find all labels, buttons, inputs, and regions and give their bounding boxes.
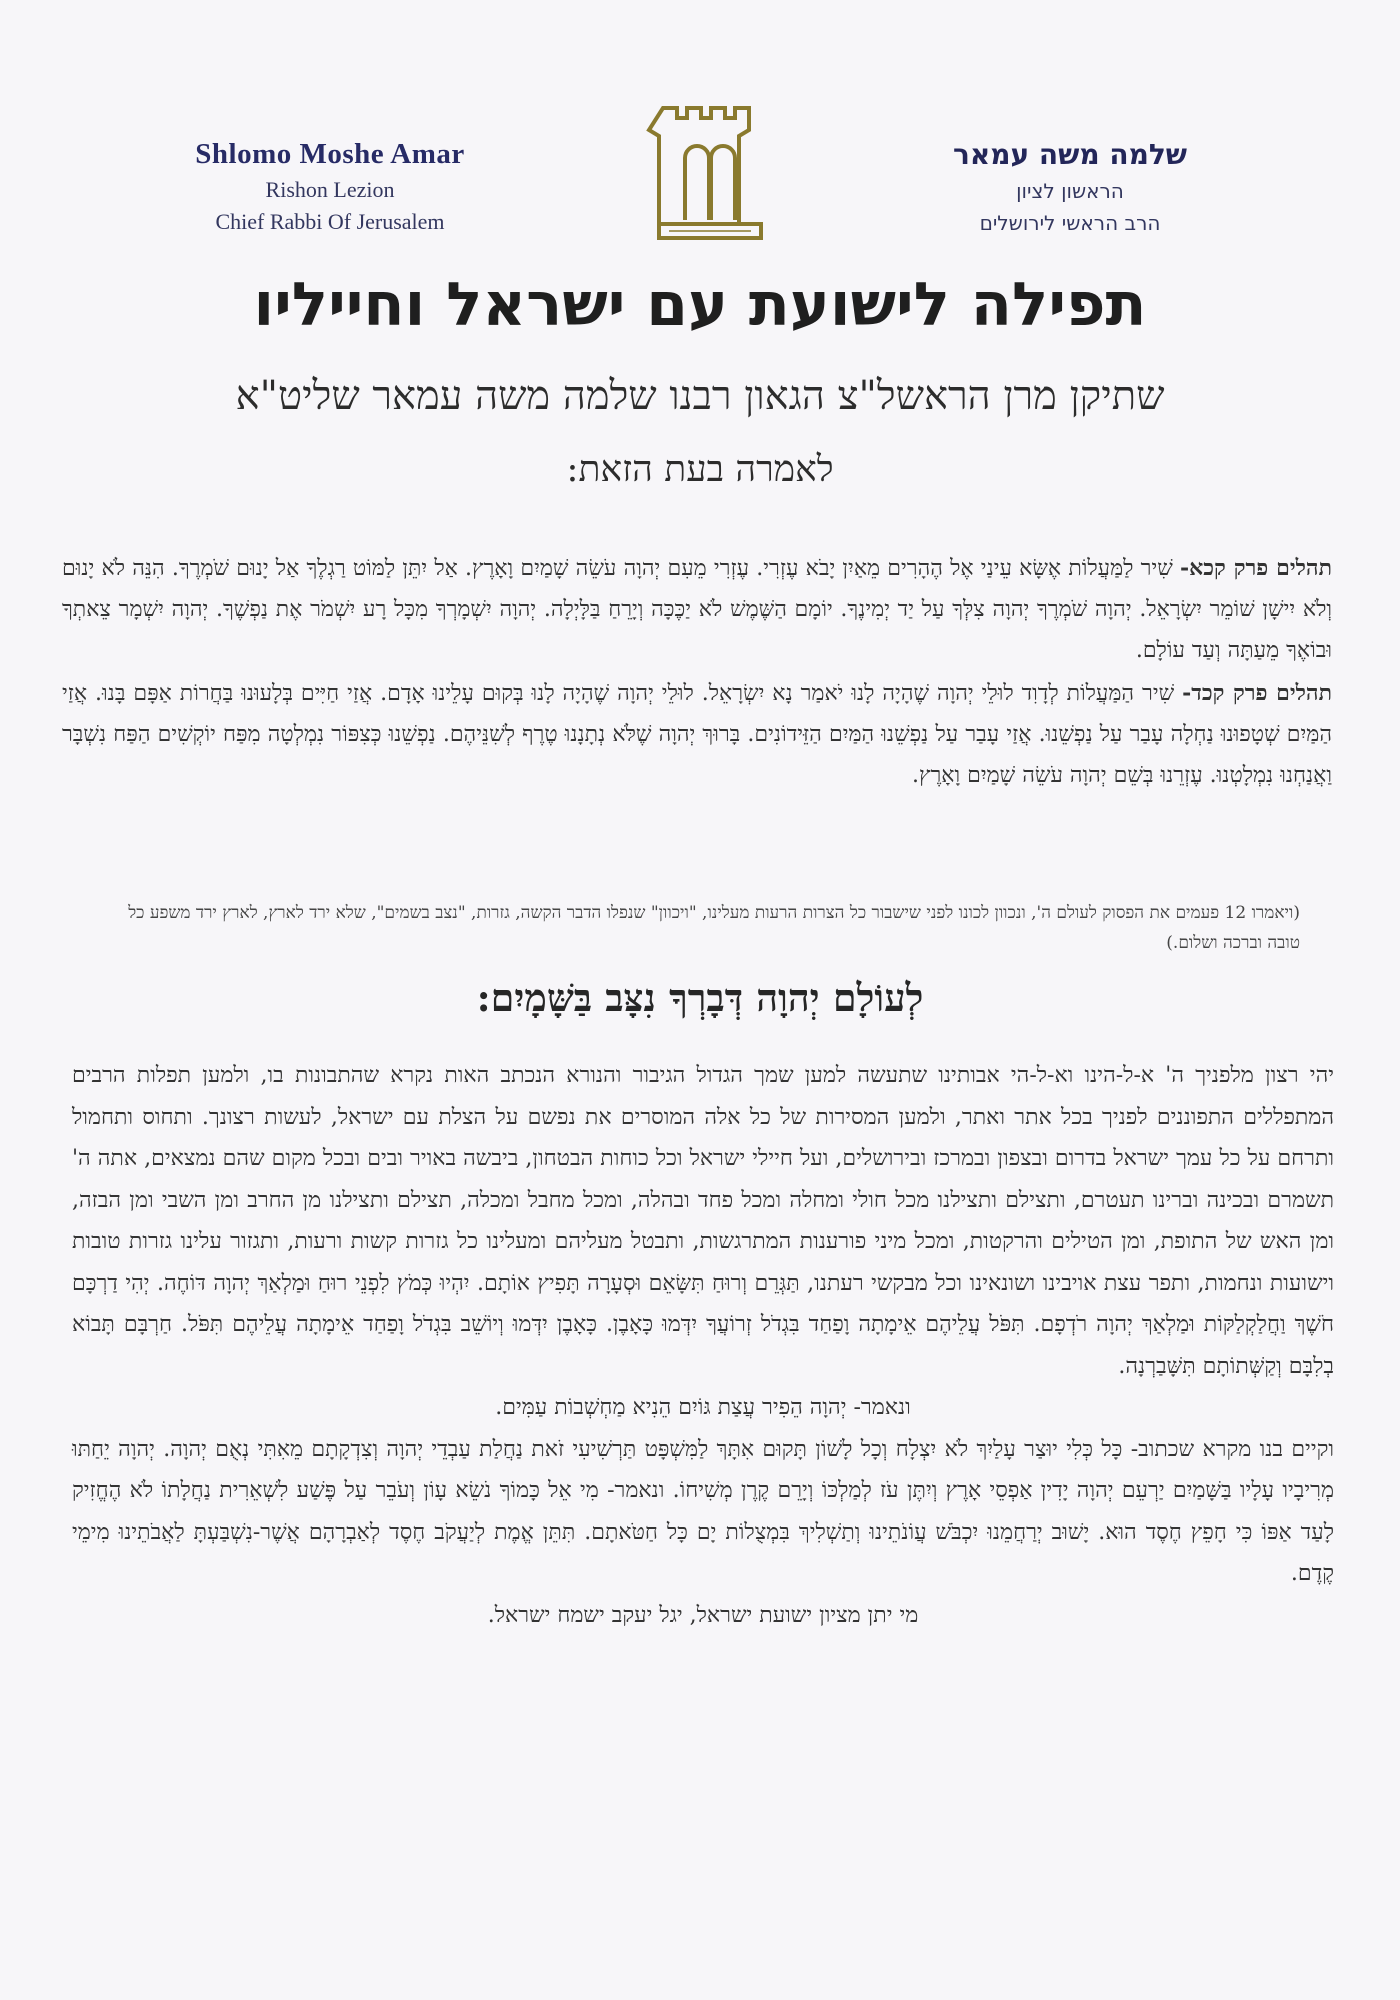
prayer-paragraph-verses-2: וקיים בנו מקרא שכתוב- כָּל כְּלִי יוּצַר עָלַיִךְ לֹא יִצְלָח וְכָל לָשׁוֹן תָּקוּם אִתָּךְ לַמִּשְׁפָּט תַּרְשִׁיעִי זֹאת נַחֲלַת עַבְדֵי יְהוָה וְצִדְקָתָם מֵאִתִּי נְאֻם יְהוָה. יְהוָה יֵחַתּוּ מְרִיבָיו עָלָיו בַּשָּׁמַיִם יַרְעֵם יְהוָה יָדִין אַפְסֵי אָרֶץ וְיִתֶּן עֹז לְמַלְכּוֹ וְיָרֵם קֶרֶן מְשִׁיחוֹ. ונאמר- מִי אֵל כָּמוֹךָ נֹשֵׂא עָוֹן וְעֹבֵר עַל פֶּשַׁע לִשְׁאֵרִית נַחֲלָתוֹ לֹא הֶחֱזִיק לָעַד אַפּוֹ כִּי חָפֵץ חֶסֶד הוּא. יָשׁוּב יְרַחֲמֵנוּ יִכְבֹּשׁ עֲוֹנֹתֵינוּ וְתַשְׁלִיךְ בִּמְצֻלוֹת יָם כָּל חַטֹּאתָם. תִּתֵּן אֱמֶת לְיַעֲקֹב חֶסֶד לְאַבְרָהָם אֲשֶׁר-נִשְׁבַּעְתָּ לַאֲבֹתֵינוּ מִימֵי קֶדֶם. bbox=[72, 1436, 1334, 1586]
prayer-subtitle: שתיקן מרן הראשל"צ הגאון רבנו שלמה משה עמאר שליט"א bbox=[235, 373, 1165, 419]
psalm-121-text: שִׁיר לַמַּעֲלוֹת אֶשָּׂא עֵינַי אֶל הֶהָרִים מֵאַיִן יָבֹא עֶזְרִי. עֶזְרִי מֵעִם יְהוָה עֹשֵׂה שָׁמַיִם וָאָרֶץ. אַל יִתֵּן לַמּוֹט רַגְלֶךָ אַל יָנוּם שֹׁמְרֶךָ. הִנֵּה לֹא יָנוּם וְלֹא יִישָׁן שׁוֹמֵר יִשְׂרָאֵל. יְהוָה שֹׁמְרֶךָ יְהוָה צִלְּךָ עַל יַד יְמִינֶךָ. יוֹמָם הַשֶּׁמֶשׁ לֹא יַכֶּכָּה וְיָרֵחַ בַּלָּיְלָה. יְהוָה יִשְׁמָרְךָ מִכָּל רָע יִשְׁמֹר אֶת נַפְשֶׁךָ. יְהוָה יִשְׁמָר צֵאתְךָ וּבוֹאֶךָ מֵעַתָּה וְעַד עוֹלָם. bbox=[62, 556, 1332, 663]
rabbi-name-english: Shlomo Moshe Amar bbox=[195, 138, 465, 170]
rabbi-name-hebrew: שלמה משה עמאר bbox=[952, 138, 1188, 171]
prayer-title: תפילה לישועת עם ישראל וחייליו bbox=[253, 270, 1147, 340]
recitation-note: (ויאמרו 12 פעמים את הפסוק לעולם ה', ונכוון לכונו לפני שישבור כל הצרות הרעות מעלינו, "ויכוון" שנפלו הדבר הקשה, גזרות, "נצב בשמים", שלא ירד לארץ, לארץ ירד משפע כל טובה וברכה ושלום.) bbox=[128, 903, 1300, 953]
psalm-121-heading: תהלים פרק קכא- bbox=[1180, 555, 1332, 581]
rabbi-role-hebrew: הרב הראשי לירושלים bbox=[979, 211, 1161, 235]
psalm-121 bbox=[62, 548, 1332, 671]
prayer-paragraph-verse-1: ונאמר- יְהוָה הֵפִיר עֲצַת גּוֹיִם הֵנִיא מַחְשְׁבוֹת עַמִּים. bbox=[495, 1395, 911, 1420]
psalm-124 bbox=[62, 673, 1332, 796]
tower-tablets-emblem-icon bbox=[645, 90, 775, 245]
psalm-124-text: שִׁיר הַמַּעֲלוֹת לְדָוִד לוּלֵי יְהוָה שֶׁהָיָה לָנוּ יֹאמַר נָא יִשְׂרָאֵל. לוּלֵי יְהוָה שֶׁהָיָה לָנוּ בְּקוּם עָלֵינוּ אָדָם. אֲזַי חַיִּים בְּלָעוּנוּ בַּחֲרוֹת אַפָּם בָּנוּ. אֲזַי הַמַּיִם שְׁטָפוּנוּ נַחְלָה עָבַר עַל נַפְשֵׁנוּ. אֲזַי עָבַר עַל נַפְשֵׁנוּ הַמַּיִם הַזֵּידוֹנִים. בָּרוּךְ יְהוָה שֶׁלֹּא נְתָנָנוּ טֶרֶף לְשִׁנֵּיהֶם. נַפְשֵׁנוּ כְּצִפּוֹר נִמְלְטָה מִפַּח יוֹקְשִׁים הַפַּח נִשְׁבָּר וַאֲנַחְנוּ נִמְלָטְנוּ. עֶזְרֵנוּ בְּשֵׁם יְהוָה עֹשֵׂה שָׁמַיִם וָאָרֶץ. bbox=[62, 681, 1332, 788]
prayer-closing-line: מי יתן מציון ישועת ישראל, יגל יעקב ישמח ישראל. bbox=[487, 1602, 919, 1628]
featured-verse: לְעוֹלָם יְהוָה דְּבָרְךָ נִצָּב בַּשָּׁמָיִם: bbox=[476, 975, 924, 1020]
prayer-instruction: לאמרה בעת הזאת: bbox=[566, 449, 834, 490]
letterhead-english bbox=[150, 138, 510, 235]
letterhead-hebrew bbox=[910, 138, 1230, 235]
letterhead bbox=[0, 80, 1400, 270]
prayer-paragraph-main: יהי רצון מלפניך ה' א-ל-הינו וא-ל-הי אבותינו שתעשה למען שמך הגדול הגיבור והנורא הנכתב האות נקרא שהתבונות בו, ולמען תפלות הרבים המתפללים התפוננים לפניך בכל אתר ואתר, ולמען המסירות של כל אלה המוסרים את נפשם על הצלת עם ישראל, לעשות רצונך. ותחוס ותחמול ותרחם על כל עמך ישראל בדרום ובצפון ובמרכז ובירושלים, ועל חיילי ישראל וכל כוחות הבטחון, ביבשה באויר ובים ובכל מקום שהם נמצאים, אתה ה' תשמרם ובכינה וברינו תעטרם, ותצילם ותצילנו מכל חולי ומחלה ומכל פחד ובהלה, ומכל מחבל ומכלה, תצילם ותצילנו מן החרב ומן השבי ומן הבזה, ומן האש של התופת, ומן הטילים והרקטות, ומכל מיני פורענות המתרגשות, ותבטל מעליהם ומעלינו כל גזרות קשות ורעות, ותגזור עלינו גזרות טובות וישועות ונחמות, ותפר עצת אויבינו ושונאינו וכל מבקשי רעתנו, תַּגְּרֵם וְרוּחַ תִּשָּׂאֵם וּסְעָרָה תָּפִיץ אוֹתָם. יִהְיוּ כְּמֹץ לִפְנֵי רוּחַ וּמַלְאַךְ יְהוָה דּוֹחֶה. יְהִי דַרְכָּם חֹשֶׁךְ וַחֲלַקְלַקּוֹת וּמַלְאַךְ יְהוָה רֹדְפָם. תִּפֹּל עֲלֵיהֶם אֵימָתָה וָפַחַד בִּגְדֹל זְרוֹעֲךָ יִדְּמוּ כָּאָבֶן. כָּאָבֶן יִדְּמוּ וְיוֹשֵׁב בִּגְדֹל וָפַחַד אֵימָתָה עֲלֵיהֶם תִּפֹּל. חַרְבָּם תָּבוֹא בְלִבָּם וְקַשְּׁתוֹתָם תִּשָּׁבַרְנָה. bbox=[72, 1063, 1334, 1379]
rabbi-role-english: Chief Rabbi Of Jerusalem bbox=[215, 209, 445, 234]
psalms-section bbox=[62, 548, 1332, 798]
rabbi-title-english: Rishon Lezion bbox=[265, 177, 395, 202]
prayer-body bbox=[72, 1055, 1334, 1636]
rabbi-title-hebrew: הראשון לציון bbox=[1016, 179, 1124, 203]
psalm-124-heading: תהלים פרק קכד- bbox=[1182, 680, 1332, 706]
